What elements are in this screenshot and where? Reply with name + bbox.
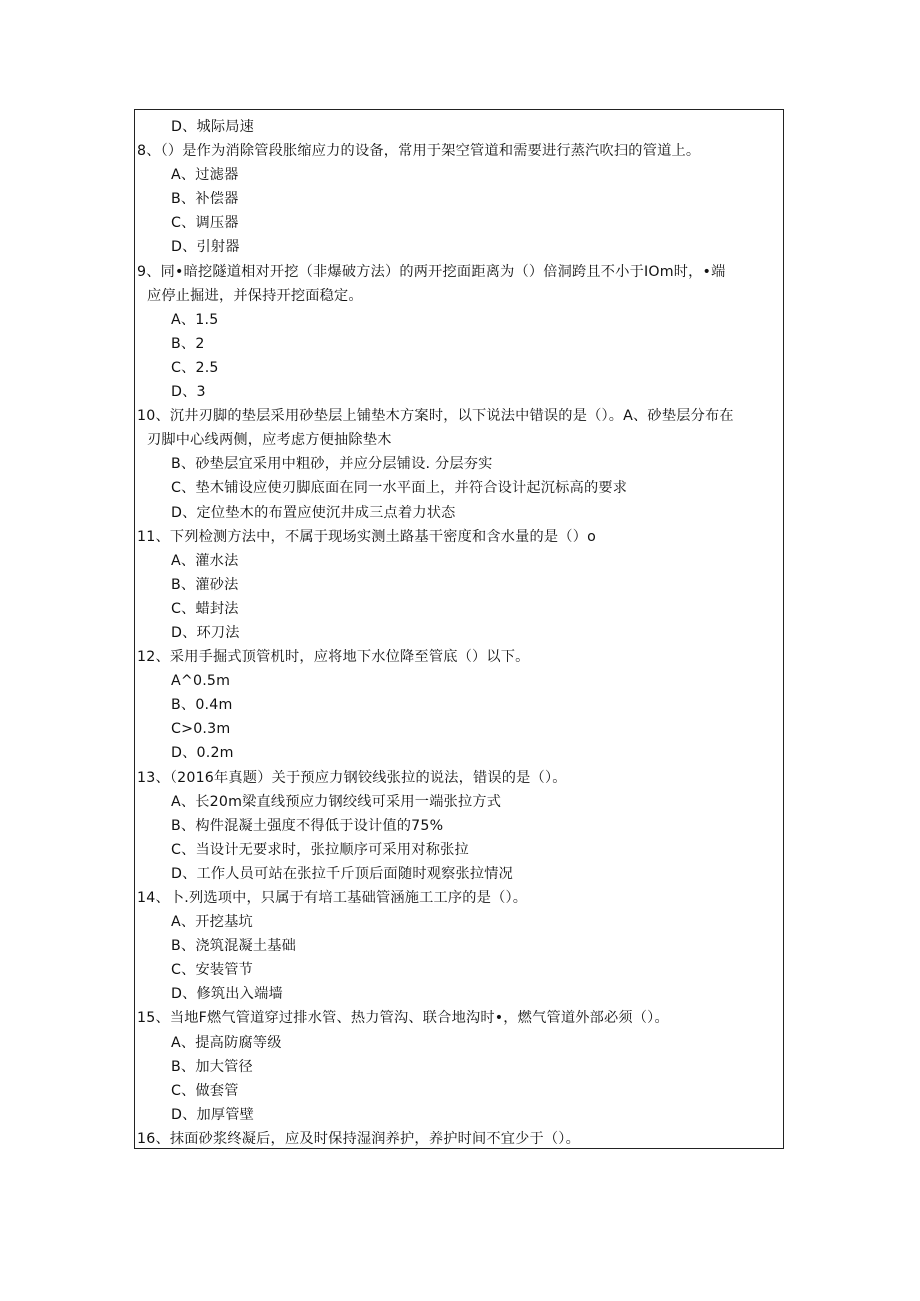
question-stem: 8、（）是作为消除管段胀缩应力的设备，常用于架空管道和需要进行蒸汽吹扫的管道上。 (137, 143, 701, 160)
option-line: C、2.5 (171, 359, 219, 376)
question-stem-continuation: 应停止掘进，并保持开挖面稳定。 (147, 287, 363, 304)
option-line: B、补偿器 (171, 191, 239, 208)
option-line: A、1.5 (171, 311, 219, 328)
question-stem: 14、卜.列选项中，只属于有培工基础管涵施工工序的是（）。 (137, 890, 528, 906)
option-line: A、开挖基坑 (171, 914, 253, 931)
option-line: D、工作人员可站在张拉千斤顶后面随时观察张拉情况 (171, 865, 514, 882)
question-stem: 16、抹面砂浆终凝后，应及时保持湿润养护，养护时间不宜少于（）。 (137, 1130, 580, 1147)
option-line: A、提高防腐等级 (171, 1034, 282, 1051)
option-line: D、定位垫木的布置应使沉井成三点着力状态 (171, 504, 456, 521)
option-line: B、2 (171, 335, 205, 352)
question-stem: 12、采用手掘式顶管机时，应将地下水位降至管底（）以下。 (137, 649, 530, 666)
question-stem: 9、同•暗挖隧道相对开挖（非爆破方法）的两开挖面距离为（）倍洞跨且不小于IOm时，•端 (137, 263, 726, 280)
question-stem: 10、沉井刃脚的垫层采用砂垫层上铺垫木方案时，以下说法中错误的是（）。A、砂垫层分布在 (137, 408, 734, 425)
question-stem: 15、当地F燃气管道穿过排水管、热力管沟、联合地沟时•，燃气管道外部必须（）。 (137, 1010, 669, 1027)
option-line: D、3 (171, 384, 206, 401)
option-line: D、引射器 (171, 239, 240, 256)
option-line: C、调压器 (171, 215, 239, 232)
option-line: B、构件混凝土强度不得低于设计值的75% (171, 817, 444, 834)
option-line: D、修筑出入端墙 (171, 986, 283, 1003)
option-line: B、0.4m (171, 697, 233, 714)
option-line: D、城际局速 (171, 119, 255, 135)
question-stem-continuation: 刃脚中心线两侧，应考虑方便抽除垫木 (147, 432, 392, 449)
question-stem: 13、（2016年真题）关于预应力钢铰线张拉的说法，错误的是（）。 (137, 769, 567, 786)
option-line: D、环刀法 (171, 624, 240, 641)
option-line: C、安装管节 (171, 962, 254, 979)
option-line: B、砂垫层宜采用中粗砂，并应分层铺设. 分层夯实 (171, 456, 493, 473)
option-line: A、过滤器 (171, 167, 239, 184)
option-line: B、浇筑混凝土基础 (171, 938, 297, 955)
option-line: B、灌砂法 (171, 576, 239, 593)
option-line: C、当设计无要求时，张拉顺序可采用对称张拉 (171, 841, 469, 858)
option-line: D、0.2m (171, 745, 234, 762)
option-line: A、长20m梁直线预应力钢绞线可采用一端张拉方式 (171, 793, 502, 810)
option-line: C>0.3m (171, 721, 231, 738)
option-line: A^0.5m (171, 673, 231, 690)
question-text-block (137, 115, 779, 1151)
option-line: D、加厚管壁 (171, 1106, 255, 1123)
option-line: A、灌水法 (171, 552, 239, 569)
option-line: B、加大管径 (171, 1058, 253, 1075)
option-line: C、做套管 (171, 1082, 239, 1099)
option-line: C、蜡封法 (171, 600, 239, 617)
question-table-cell (134, 109, 784, 1149)
question-stem: 11、下列检测方法中，不属于现场实测土路基干密度和含水量的是（）o (137, 528, 596, 545)
option-line: C、垫木铺设应使刃脚底面在同一水平面上，并符合设计起沉标高的要求 (171, 480, 628, 497)
